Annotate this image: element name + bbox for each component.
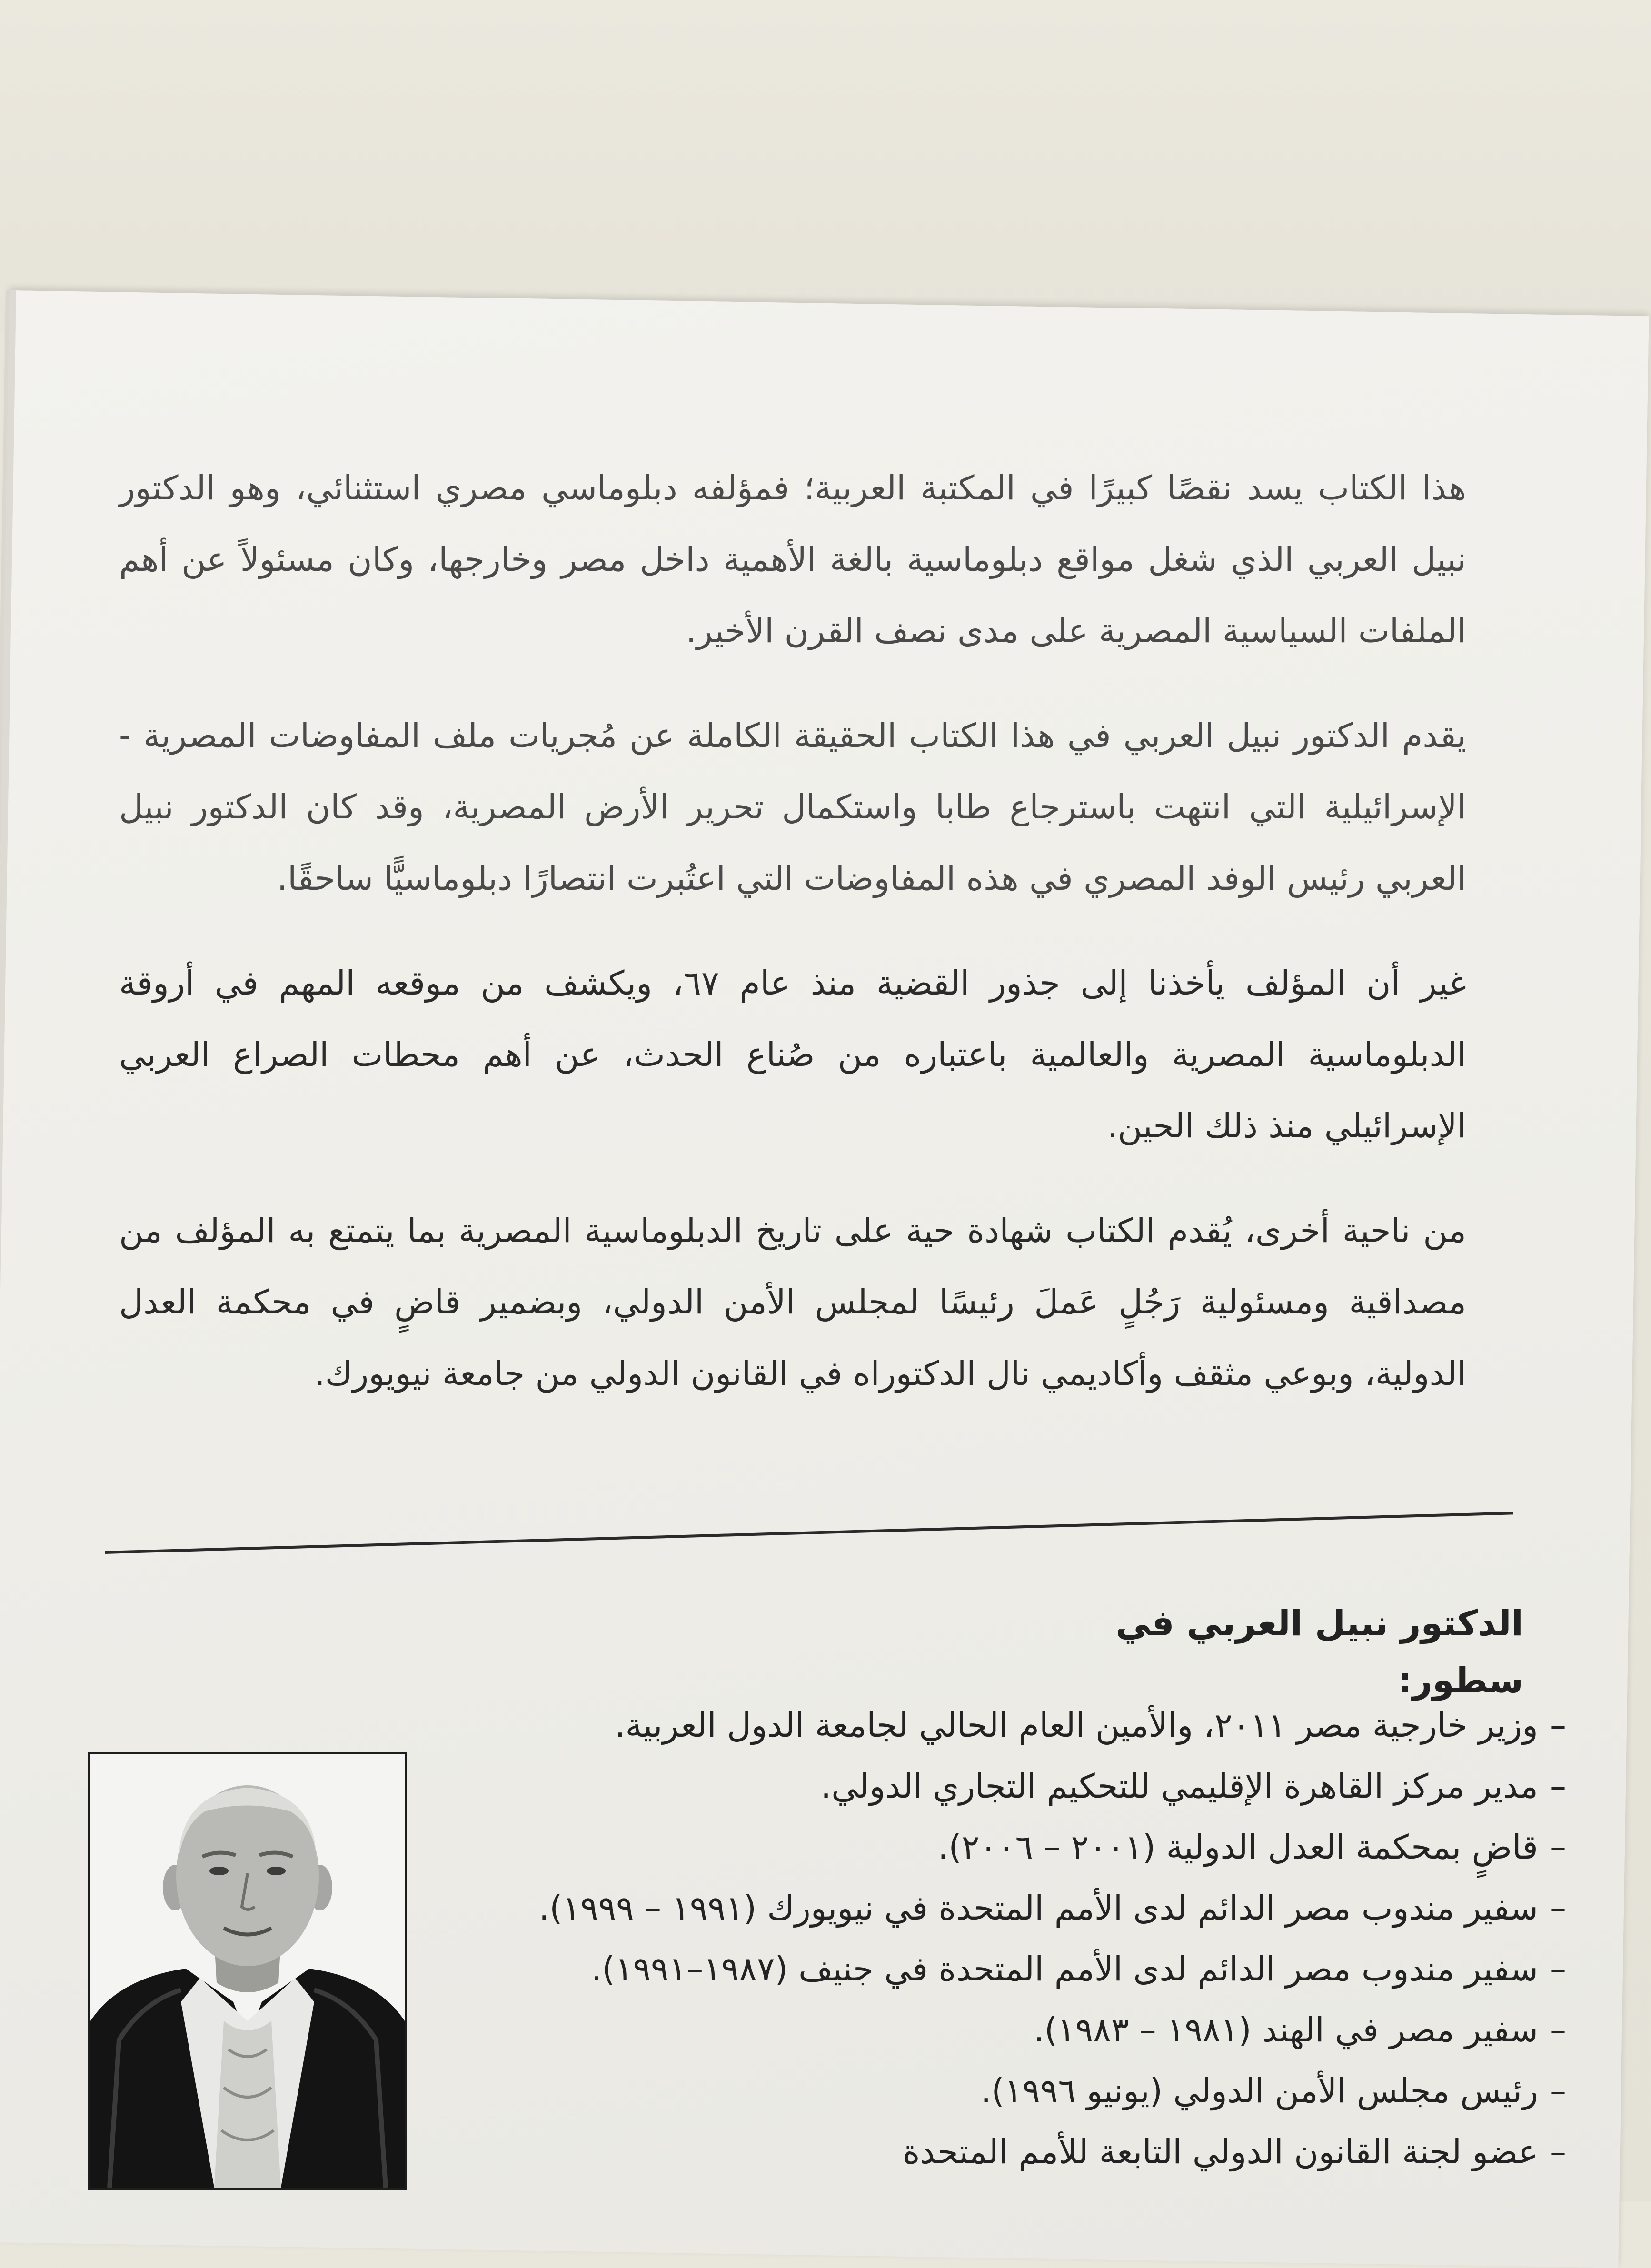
author-portrait [88,1752,407,2190]
blurb-paragraph-1: هذا الكتاب يسد نقصًا كبيرًا في المكتبة العربية؛ فمؤلفه دبلوماسي مصري استثنائي، وهو الدكتور نبيل العربي الذي شغل مواقع دبلوماسية بالغة الأهمية داخل مصر وخارجها، وكان مسئولاً عن أهم الملفات السياسية المصرية على مدى نصف القرن الأخير. [119,468,1466,650]
bio-item-text: وزير خارجية مصر ٢٠١١، والأمين العام الحالي لجامعة الدول العربية. [615,1706,1538,1745]
bio-item-text: سفير مندوب مصر الدائم لدى الأمم المتحدة في جنيف (١٩٨٧–١٩٩١). [591,1950,1538,1989]
bio-item [428,1939,1566,1999]
bio-dash: – [1550,2071,1566,2110]
bio-item [428,1817,1566,1878]
bio-dash: – [1550,2010,1566,2049]
bio-item-text: مدير مركز القاهرة الإقليمي للتحكيم التجاري الدولي. [820,1767,1538,1806]
bio-item [428,1695,1566,1756]
bio-dash: – [1550,1767,1566,1806]
bio-dash: – [1550,1950,1566,1989]
bio-dash: – [1550,2132,1566,2171]
author-portrait-icon [90,1754,405,2188]
blurb-paragraph-2: يقدم الدكتور نبيل العربي في هذا الكتاب الحقيقة الكاملة عن مُجريات ملف المفاوضات المصرية - الإسرائيلية التي انتهت باسترجاع طابا واستكمال تحرير الأرض المصرية، وقد كان الدكتور نبيل العربي رئيس الوفد المصري في هذه المفاوضات التي اعتُبرت انتصارًا دبلوماسيًّا ساحقًا. [119,716,1466,898]
bio-item [428,2060,1566,2121]
bio-dash: – [1550,1706,1566,1745]
bio-item-text: قاضٍ بمحكمة العدل الدولية (٢٠٠١ – ٢٠٠٦). [938,1828,1538,1867]
blurb-paragraph-3: غير أن المؤلف يأخذنا إلى جذور القضية منذ عام ٦٧، ويكشف من موقعه المهم في أروقة الدبلوماسية المصرية والعالمية باعتباره من صُناع الحدث، عن أهم محطات الصراع العربي الإسرائيلي منذ ذلك الحين. [119,964,1466,1145]
bio-item-text: رئيس مجلس الأمن الدولي (يونيو ١٩٩٦). [981,2071,1538,2110]
bio-item [428,1756,1566,1817]
bio-dash: – [1550,1889,1566,1928]
table-surface [0,0,1651,333]
bio-list [428,1695,1566,2182]
bio-title: الدكتور نبيل العربي في سطور: [1115,1603,1523,1701]
bio-item-text: عضو لجنة القانون الدولي التابعة للأمم المتحدة [902,2132,1538,2171]
bio-item-text: سفير مصر في الهند (١٩٨١ – ١٩٨٣). [1034,2010,1538,2049]
bio-item [428,2121,1566,2182]
blurb-paragraph-4: من ناحية أخرى، يُقدم الكتاب شهادة حية على تاريخ الدبلوماسية المصرية بما يتمتع به المؤلف من مصداقية ومسئولية رَجُلٍ عَملَ رئيسًا لمجلس الأمن الدولي، وبضمير قاضٍ في محكمة العدل الدولية، وبوعي مثقف وأكاديمي نال الدكتوراه في القانون الدولي من جامعة نيويورك. [119,1211,1466,1393]
bio-item-text: سفير مندوب مصر الدائم لدى الأمم المتحدة في نيويورك (١٩٩١ – ١٩٩٩). [538,1889,1538,1928]
bio-item [428,1878,1566,1939]
bio-dash: – [1550,1828,1566,1867]
bio-item [428,1999,1566,2060]
blurb-text [119,452,1466,1442]
